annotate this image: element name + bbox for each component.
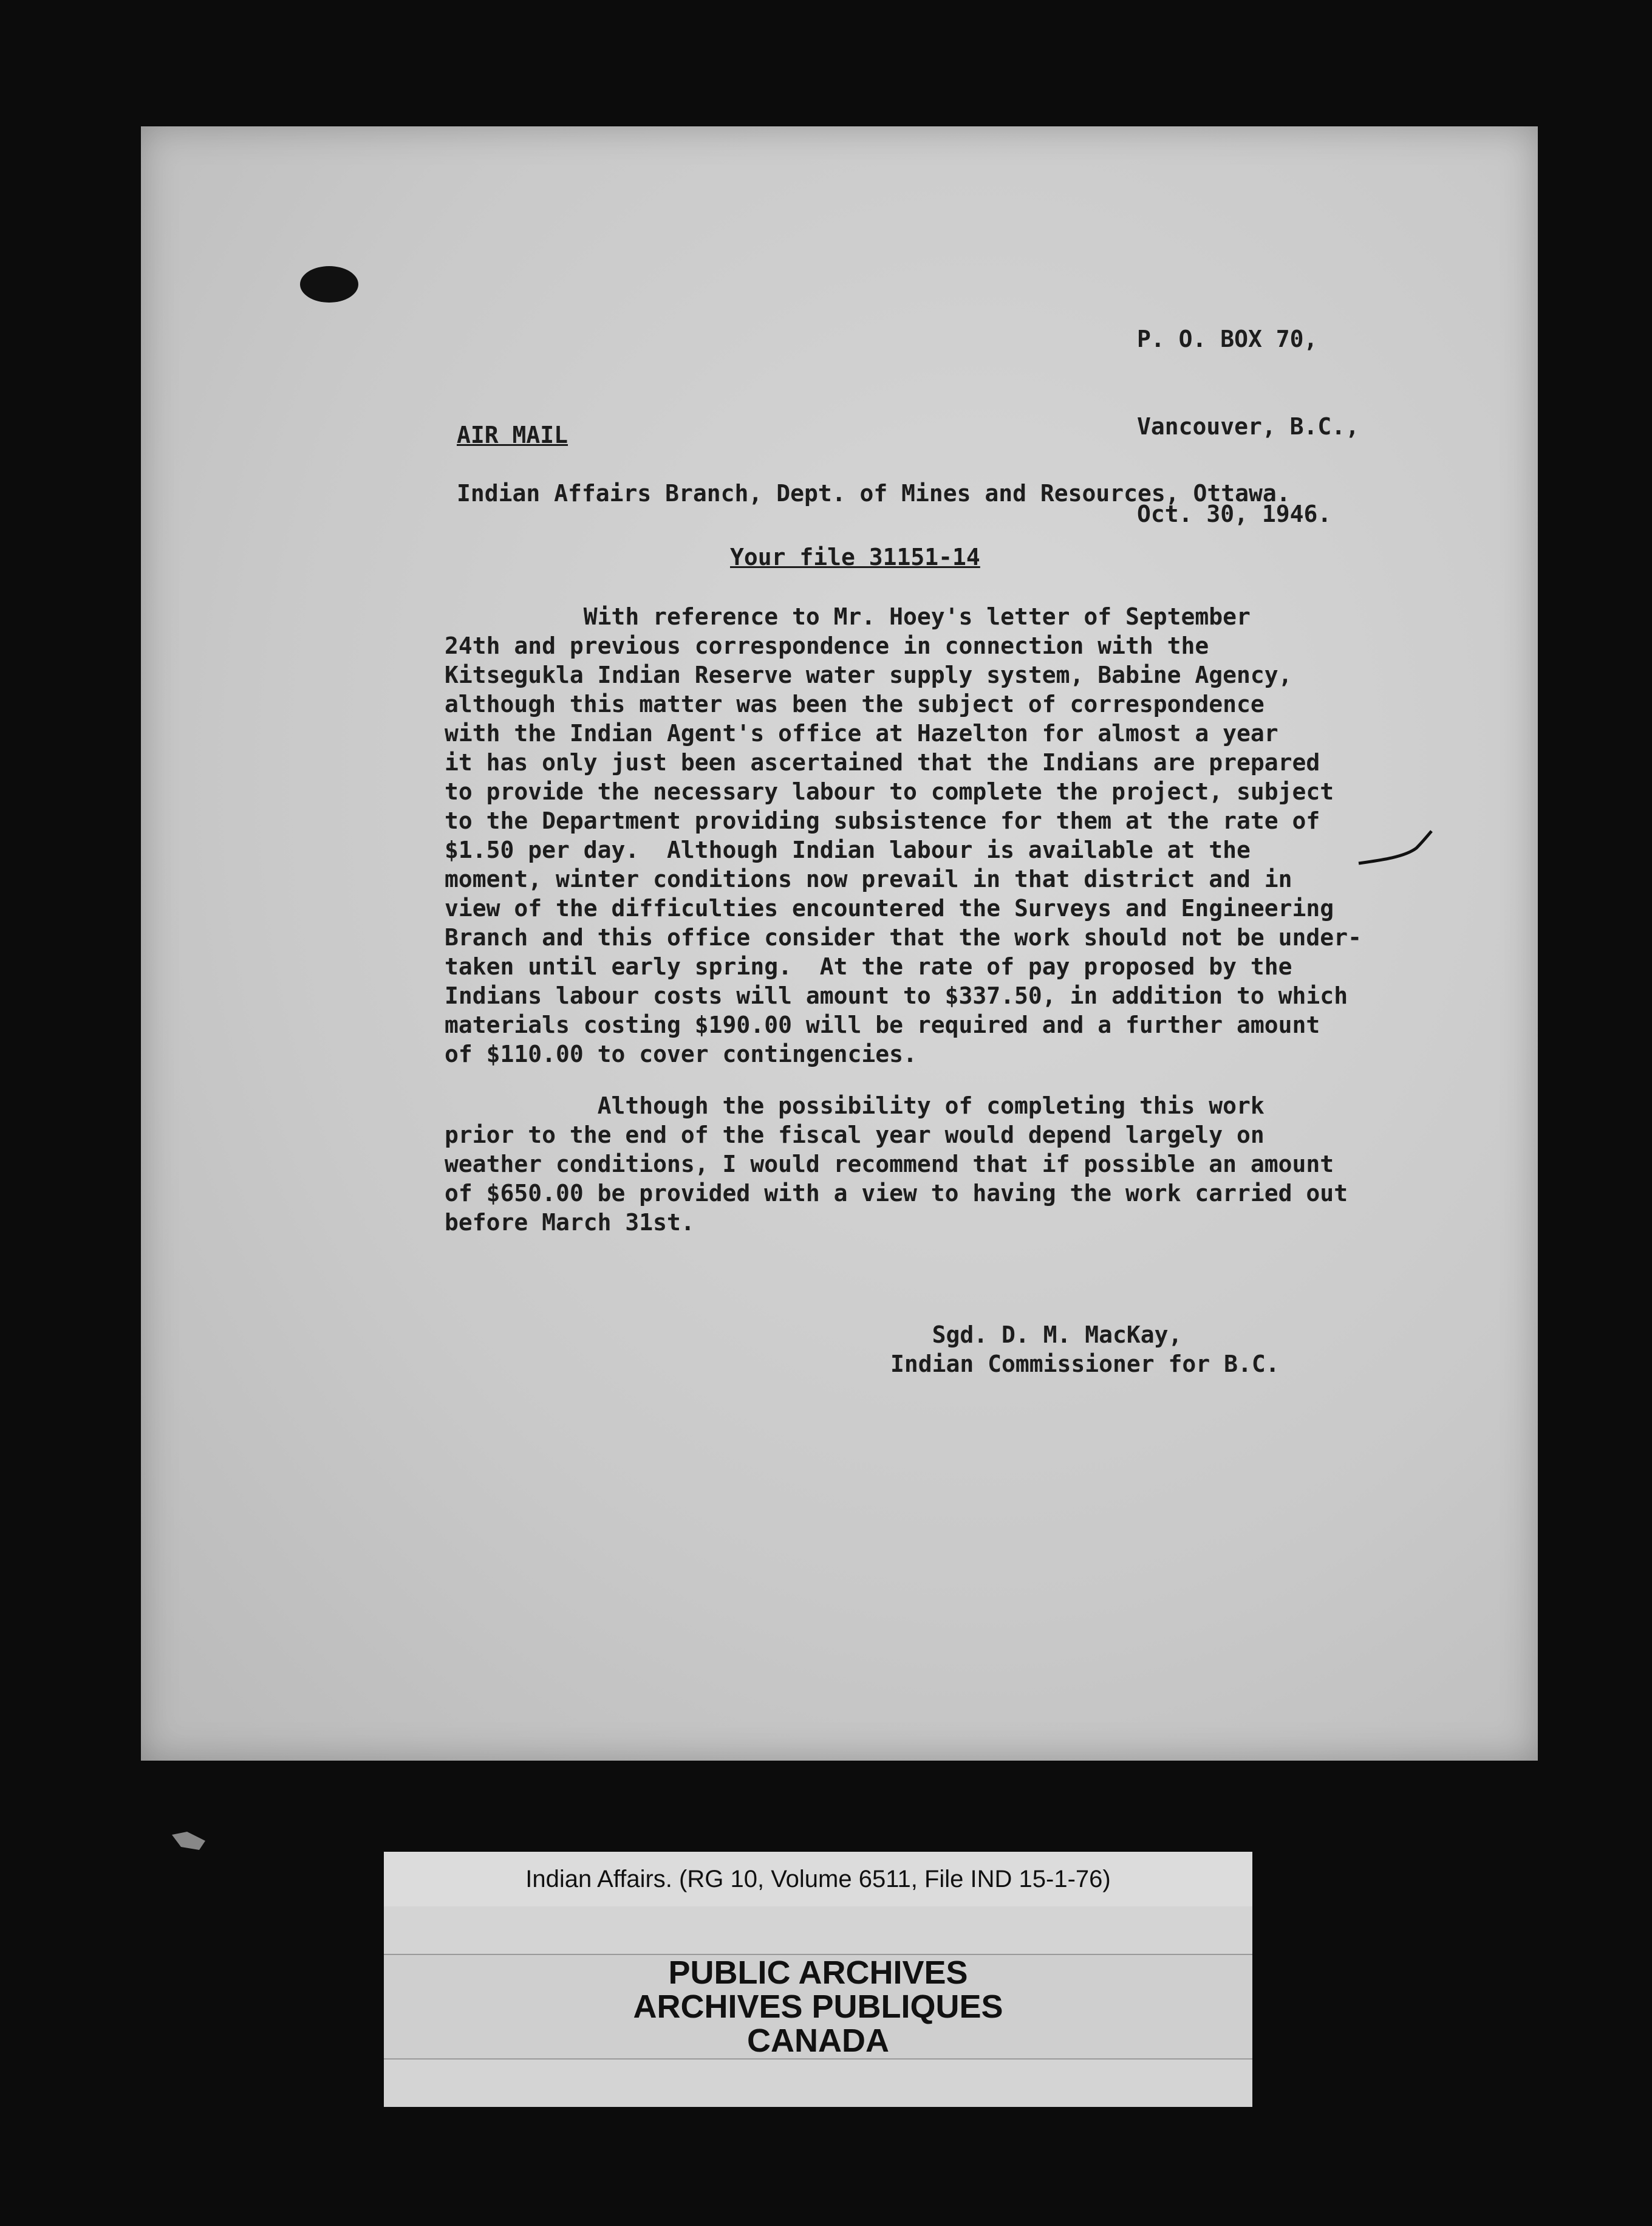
ink-blot: [300, 266, 358, 303]
file-reference: Your file 31151-14: [730, 544, 980, 570]
body-paragraph-1: With reference to Mr. Hoey's letter of September 24th and previous correspondence in connection with the Kitsegukla Indian Reserve water supply system, Babine Agency, although this matter was been the subject of correspondence with the Indian Agent's office at Hazelton for almost a year it has only just been ascertained that the Indians are prepared to provide the necessary labour to complete the project, subject to the Department providing subsistence for them at the rate of $1.50 per day. Although Indian labour is available at the moment, winter conditions now prevail in that district and in view of the difficulties encountered the Surveys and Engineering Branch and this office consider that the work should not be under- taken until early spring. At the rate of pay proposed by the Indians labour costs will amount to $337.50, in addition to which materials costing $190.00 will be required and a further amount of $110.00 to cover contingencies.: [445, 603, 1362, 1067]
film-speck: [169, 1829, 211, 1853]
address-line-po-box: P. O. BOX 70,: [1137, 326, 1318, 352]
stamp-line-2: ARCHIVES PUBLIQUES: [633, 1988, 1003, 2025]
stamp-text-block: [384, 1954, 1252, 2060]
signature-block: Sgd. D. M. MacKay, Indian Commissioner for B.C.: [890, 1321, 1280, 1377]
body-paragraph-2: Although the possibility of completing this work prior to the end of the fiscal year would depend largely on weather conditions, I would recommend that if possible an amount of $650.00 be provided with a view to having the work carried out before March 31st.: [445, 1092, 1348, 1236]
sender-address: [1137, 266, 1359, 587]
airmail-heading: AIR MAIL: [457, 422, 568, 448]
stamp-line-1: PUBLIC ARCHIVES: [668, 1954, 968, 1991]
stamp-line-3: CANADA: [747, 2022, 889, 2059]
archives-stamp: [384, 1906, 1252, 2107]
addressee-line: Indian Affairs Branch, Dept. of Mines and Resources, Ottawa.: [457, 480, 1291, 507]
address-line-date: Oct. 30, 1946.: [1137, 501, 1332, 527]
pencil-mark: [1356, 830, 1435, 866]
archive-reference-label: Indian Affairs. (RG 10, Volume 6511, File IND 15-1-76): [384, 1852, 1252, 1906]
letter-page: [141, 126, 1538, 1761]
address-line-city: Vancouver, B.C.,: [1137, 413, 1360, 440]
